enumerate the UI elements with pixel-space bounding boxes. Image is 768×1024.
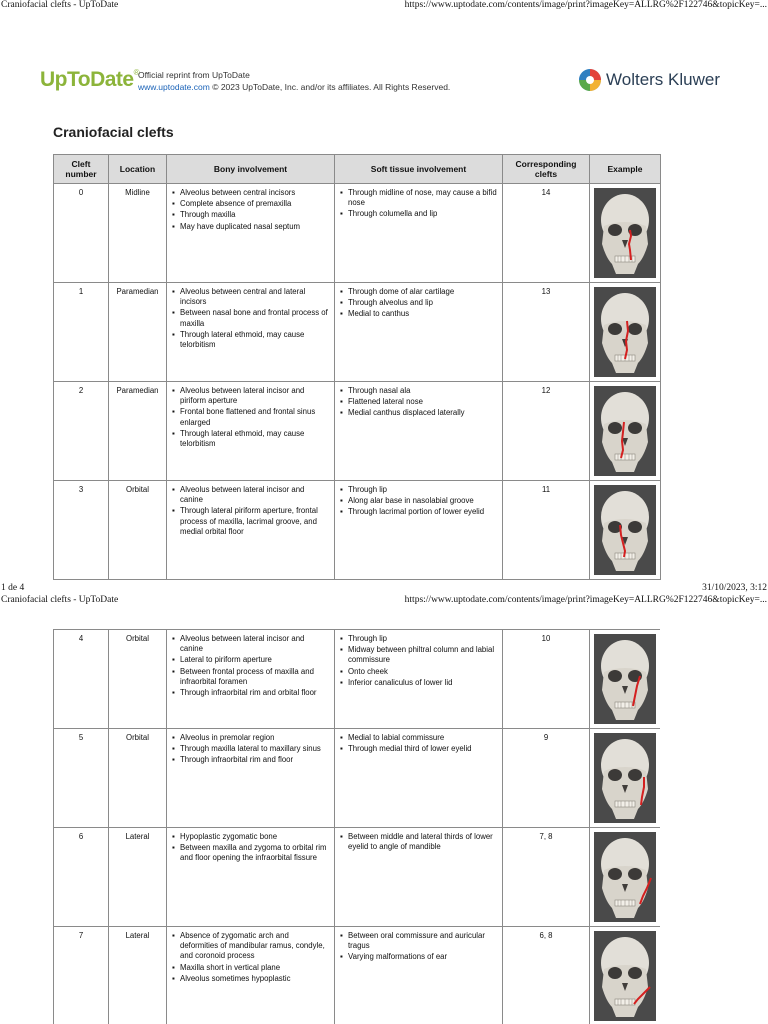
bony-involvement <box>167 184 335 283</box>
soft-tissue-involvement <box>335 828 503 927</box>
col-corresponding: Corresponding clefts <box>503 155 590 184</box>
cleft-number: 5 <box>54 729 109 828</box>
example-image <box>590 184 661 283</box>
uptodate-link[interactable]: www.uptodate.com <box>138 82 210 92</box>
copyright-text: © 2023 UpToDate, Inc. and/or its affiliates. All Rights Reserved. <box>212 82 451 92</box>
bony-involvement <box>167 729 335 828</box>
bony-involvement <box>167 828 335 927</box>
skull-illustration <box>594 188 656 278</box>
list-item: ▪ Alveolus between lateral incisor and canine <box>172 634 329 654</box>
list-item: ▪ Through lip <box>340 485 497 495</box>
list-item: ▪ Through maxilla lateral to maxillary sinus <box>172 744 329 754</box>
list-item: ▪ Through dome of alar cartilage <box>340 287 497 297</box>
table-row <box>54 481 661 580</box>
example-image <box>590 927 661 1024</box>
skull-illustration <box>594 931 656 1021</box>
bullet-list <box>172 931 329 984</box>
print-footer <box>0 583 768 595</box>
corresponding-clefts: 12 <box>503 382 590 481</box>
bullet-list <box>340 485 497 518</box>
example-image <box>590 283 661 382</box>
table-row <box>54 630 661 729</box>
soft-tissue-involvement <box>335 382 503 481</box>
corresponding-clefts: 13 <box>503 283 590 382</box>
bony-involvement <box>167 630 335 729</box>
list-item: ▪ Between nasal bone and frontal process of maxilla <box>172 308 329 328</box>
list-item: ▪ Between middle and lateral thirds of lower eyelid to angle of mandible <box>340 832 497 852</box>
list-item: ▪ Through midline of nose, may cause a bifid nose <box>340 188 497 208</box>
print-url: https://www.uptodate.com/contents/image/print?imageKey=ALLRG%2F122746&topicKey=... <box>404 595 767 605</box>
table-row <box>54 927 661 1024</box>
list-item: ▪ Maxilla short in vertical plane <box>172 963 329 973</box>
cleft-location: Paramedian <box>109 382 167 481</box>
list-item: ▪ Through nasal ala <box>340 386 497 396</box>
list-item: ▪ Medial to labial commissure <box>340 733 497 743</box>
col-bony: Bony involvement <box>167 155 335 184</box>
bullet-list <box>172 634 329 698</box>
soft-tissue-involvement <box>335 481 503 580</box>
bony-involvement <box>167 927 335 1024</box>
skull-illustration <box>594 386 656 476</box>
page-counter: 1 de 4 <box>1 583 25 593</box>
skull-illustration <box>594 733 656 823</box>
list-item: ▪ Through lip <box>340 634 497 644</box>
uptodate-logo: UpToDate® <box>40 68 140 91</box>
bullet-list <box>340 188 497 220</box>
cleft-location: Midline <box>109 184 167 283</box>
table-row <box>54 729 661 828</box>
bony-involvement <box>167 481 335 580</box>
cleft-number: 6 <box>54 828 109 927</box>
table-row <box>54 283 661 382</box>
cleft-location: Orbital <box>109 729 167 828</box>
list-item: ▪ Between oral commissure and auricular tragus <box>340 931 497 951</box>
list-item: ▪ Between frontal process of maxilla and infraorbital foramen <box>172 667 329 687</box>
list-item: ▪ Hypoplastic zygomatic bone <box>172 832 329 842</box>
print-header <box>0 0 768 12</box>
bullet-list <box>172 832 329 864</box>
list-item: ▪ Absence of zygomatic arch and deformities of mandibular ramus, condyle, and coronoid process <box>172 931 329 962</box>
skull-illustration <box>594 634 656 724</box>
list-item: ▪ Through lateral ethmoid, may cause telorbitism <box>172 330 329 350</box>
list-item: ▪ Alveolus sometimes hypoplastic <box>172 974 329 984</box>
corresponding-clefts: 10 <box>503 630 590 729</box>
table-row <box>54 382 661 481</box>
example-image <box>590 481 661 580</box>
list-item: ▪ Along alar base in nasolabial groove <box>340 496 497 506</box>
cleft-location: Lateral <box>109 927 167 1024</box>
globe-icon <box>578 68 602 92</box>
list-item: ▪ Through lateral piriform aperture, frontal process of maxilla, lacrimal groove, and medial orbital floor <box>172 506 329 537</box>
soft-tissue-involvement <box>335 184 503 283</box>
bony-involvement <box>167 382 335 481</box>
table-header-row <box>54 155 661 184</box>
list-item: ▪ Through alveolus and lip <box>340 298 497 308</box>
bullet-list <box>172 733 329 766</box>
list-item: ▪ Through lateral ethmoid, may cause telorbitism <box>172 429 329 449</box>
bullet-list <box>172 485 329 537</box>
list-item: ▪ Alveolus between central and lateral incisors <box>172 287 329 307</box>
bullet-list <box>340 931 497 963</box>
soft-tissue-involvement <box>335 283 503 382</box>
list-item: ▪ Inferior canaliculus of lower lid <box>340 678 497 688</box>
list-item: ▪ Onto cheek <box>340 667 497 677</box>
list-item: ▪ Through lacrimal portion of lower eyelid <box>340 507 497 517</box>
cleft-table <box>53 154 661 580</box>
skull-illustration <box>594 287 656 377</box>
list-item: ▪ Through maxilla <box>172 210 329 220</box>
cleft-location: Orbital <box>109 481 167 580</box>
list-item: ▪ Complete absence of premaxilla <box>172 199 329 209</box>
print-header-2 <box>0 595 768 607</box>
col-cleft-number: Cleft number <box>54 155 109 184</box>
list-item: ▪ Through medial third of lower eyelid <box>340 744 497 754</box>
example-image <box>590 382 661 481</box>
print-url: https://www.uptodate.com/contents/image/print?imageKey=ALLRG%2F122746&topicKey=... <box>404 0 767 10</box>
example-image <box>590 630 661 729</box>
skull-illustration <box>594 832 656 922</box>
list-item: ▪ Medial to canthus <box>340 309 497 319</box>
soft-tissue-involvement <box>335 729 503 828</box>
list-item: ▪ Varying malformations of ear <box>340 952 497 962</box>
example-image <box>590 729 661 828</box>
reprint-line: Official reprint from UpToDate <box>138 70 250 80</box>
cleft-number: 3 <box>54 481 109 580</box>
cleft-number: 7 <box>54 927 109 1024</box>
skull-illustration <box>594 485 656 575</box>
bullet-list <box>172 287 329 350</box>
list-item: ▪ Alveolus between lateral incisor and piriform aperture <box>172 386 329 406</box>
cleft-table-cont <box>53 629 660 1024</box>
brand-name: Wolters Kluwer <box>606 70 720 89</box>
col-soft-tissue: Soft tissue involvement <box>335 155 503 184</box>
list-item: ▪ Alveolus between central incisors <box>172 188 329 198</box>
corresponding-clefts: 9 <box>503 729 590 828</box>
cleft-number: 1 <box>54 283 109 382</box>
col-location: Location <box>109 155 167 184</box>
cleft-number: 2 <box>54 382 109 481</box>
table-row <box>54 184 661 283</box>
bullet-list <box>340 832 497 852</box>
bullet-list <box>172 386 329 449</box>
bullet-list <box>340 733 497 754</box>
reprint-banner <box>40 66 720 102</box>
bullet-list <box>340 634 497 688</box>
table-continuation <box>53 629 660 1024</box>
bullet-list <box>340 386 497 419</box>
list-item: ▪ Through columella and lip <box>340 209 497 219</box>
list-item: ▪ May have duplicated nasal septum <box>172 222 329 232</box>
list-item: ▪ Frontal bone flattened and frontal sinus enlarged <box>172 407 329 427</box>
corresponding-clefts: 14 <box>503 184 590 283</box>
print-title: Craniofacial clefts - UpToDate <box>1 0 119 10</box>
list-item: ▪ Through infraorbital rim and orbital floor <box>172 688 329 698</box>
soft-tissue-involvement <box>335 927 503 1024</box>
list-item: ▪ Alveolus in premolar region <box>172 733 329 743</box>
example-image <box>590 828 661 927</box>
corresponding-clefts: 6, 8 <box>503 927 590 1024</box>
list-item: ▪ Between maxilla and zygoma to orbital rim and floor opening the infraorbital fissure <box>172 843 329 863</box>
list-item: ▪ Lateral to piriform aperture <box>172 655 329 665</box>
cleft-number: 4 <box>54 630 109 729</box>
corresponding-clefts: 11 <box>503 481 590 580</box>
cleft-location: Orbital <box>109 630 167 729</box>
cleft-location: Lateral <box>109 828 167 927</box>
list-item: ▪ Midway between philtral column and labial commissure <box>340 645 497 665</box>
soft-tissue-involvement <box>335 630 503 729</box>
page-title: Craniofacial clefts <box>53 124 174 140</box>
list-item: ▪ Through infraorbital rim and floor <box>172 755 329 765</box>
corresponding-clefts: 7, 8 <box>503 828 590 927</box>
table-row <box>54 828 661 927</box>
print-datetime: 31/10/2023, 3:12 <box>702 583 767 593</box>
list-item: ▪ Alveolus between lateral incisor and canine <box>172 485 329 505</box>
col-example: Example <box>590 155 661 184</box>
bony-involvement <box>167 283 335 382</box>
cleft-location: Paramedian <box>109 283 167 382</box>
wolters-kluwer-logo <box>578 68 720 92</box>
list-item: ▪ Medial canthus displaced laterally <box>340 408 497 418</box>
list-item: ▪ Flattened lateral nose <box>340 397 497 407</box>
bullet-list <box>340 287 497 320</box>
reprint-notice <box>138 69 450 93</box>
bullet-list <box>172 188 329 232</box>
cleft-number: 0 <box>54 184 109 283</box>
print-title: Craniofacial clefts - UpToDate <box>1 595 119 605</box>
